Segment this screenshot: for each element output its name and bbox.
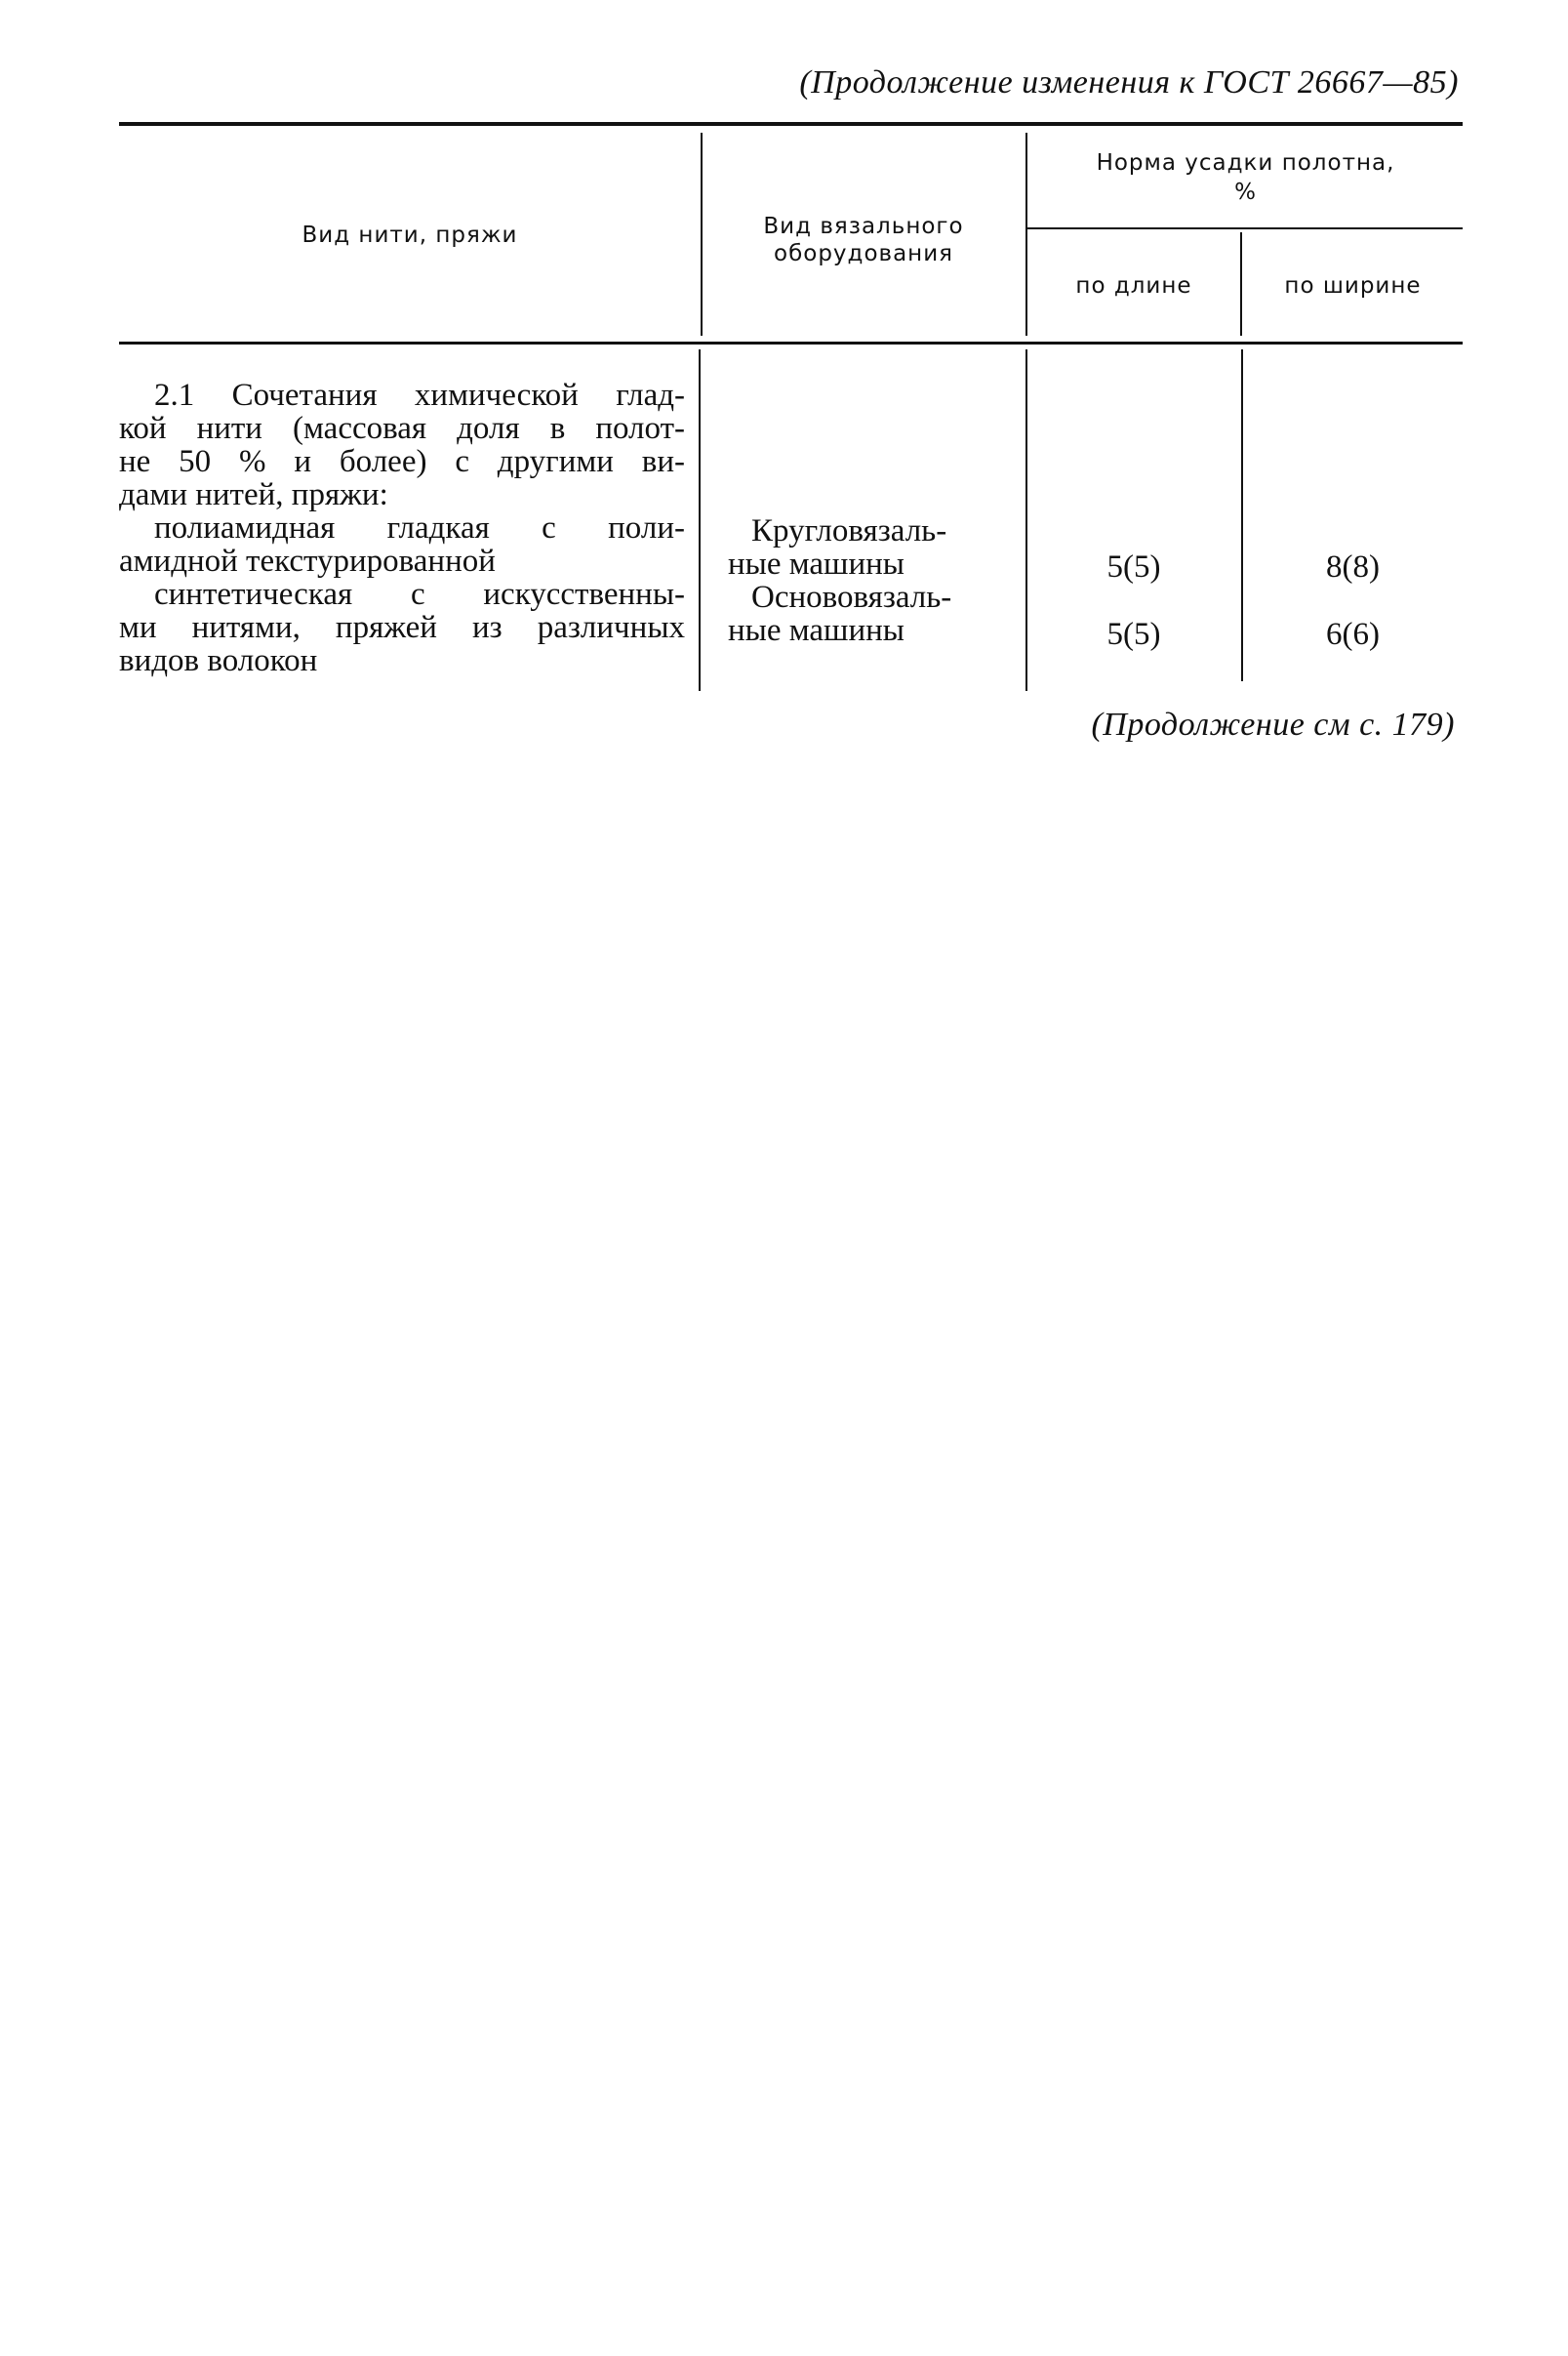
table-cell-length: 5(5) (1106, 549, 1161, 585)
column-divider (1240, 232, 1242, 336)
table-header-bottom-rule (119, 342, 1463, 345)
text-line: не 50 % и более) с другими ви- (119, 444, 685, 479)
column-header-by-length: по длине (1075, 273, 1192, 299)
text-line: кой нити (массовая доля в полот- (119, 411, 685, 446)
table-cell-width: 6(6) (1326, 617, 1380, 652)
table-top-rule (119, 122, 1463, 126)
text-line: 2.1 Сочетания химической глад- (154, 378, 685, 413)
column-divider (1025, 133, 1027, 336)
page-footer-continuation: (Продолжение см с. 179) (1091, 707, 1455, 743)
section-description (119, 379, 685, 677)
column-divider (1025, 349, 1027, 691)
column-header-equipment: Вид вязального оборудования (763, 214, 964, 266)
text-line: амидной текстурированной (119, 544, 496, 579)
header-subgroup-rule (1026, 227, 1463, 229)
column-header-by-width: по ширине (1284, 273, 1422, 299)
column-header-yarn-type: Вид нити, пряжи (302, 223, 518, 248)
text-line: полиамидная гладкая с поли- (154, 510, 685, 546)
page-header-continuation: (Продолжение изменения к ГОСТ 26667—85) (799, 64, 1459, 101)
table-cell-length: 5(5) (1106, 617, 1161, 652)
column-divider (699, 349, 701, 691)
equipment-cell-1: Кругловязаль- ные машины Основовязаль- ные машины (728, 513, 952, 648)
table-cell-width: 8(8) (1326, 549, 1380, 585)
text-line: видов волокон (119, 643, 318, 678)
text-line: ми нитями, пряжей из различных (119, 610, 685, 645)
text-line: синтетическая с искусственны- (154, 577, 685, 612)
column-header-shrinkage: Норма усадки полотна, % (1096, 150, 1395, 205)
text-line: дами нитей, пряжи: (119, 477, 388, 512)
